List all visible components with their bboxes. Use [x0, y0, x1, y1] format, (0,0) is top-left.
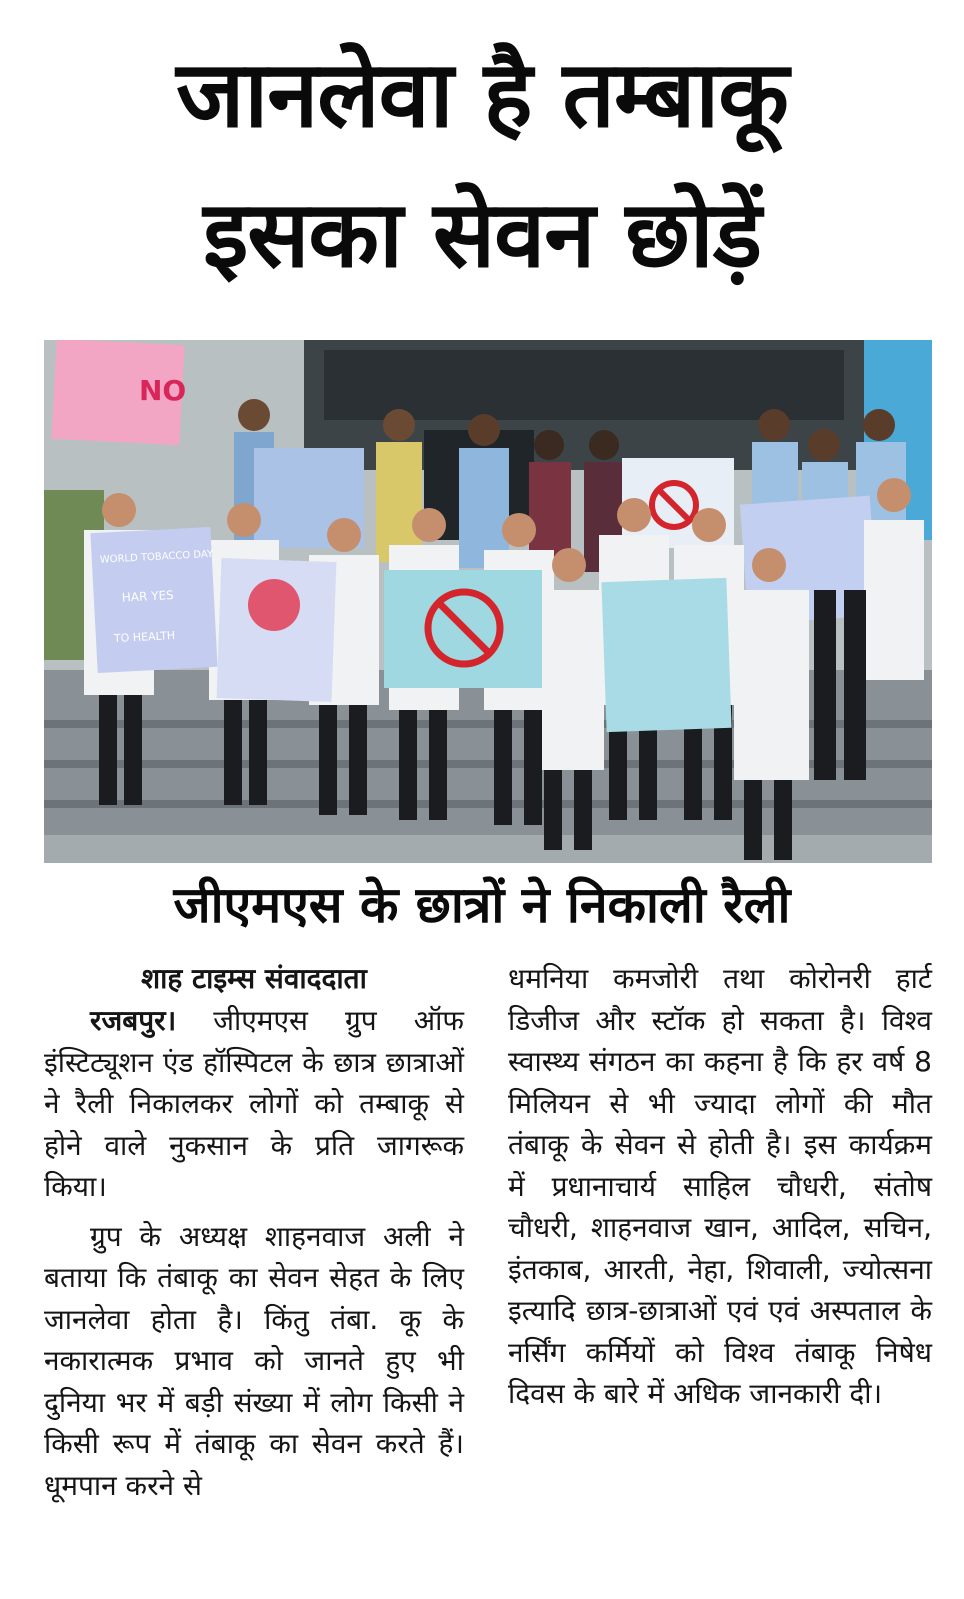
headline-line-2: इसका सेवन छोड़ें [203, 181, 761, 288]
poster-no-text: NO [139, 374, 187, 407]
poster-world-tobacco-day-text: WORLD TOBACCO DAY [99, 548, 214, 566]
poster-har-yes-text: HAR YES [121, 587, 175, 605]
news-photo [44, 340, 932, 863]
article-paragraph-3: धमनिया कमजोरी तथा कोरोनरी हार्ट डिजीज और स्टॉक हो सकता है। विश्व स्वास्थ्य संगठन का कहना है कि हर वर्ष 8 मिलियन से भी ज्यादा लोगों की मौत तंबाकू के सेवन से होती है। इस कार्यक्रम में प्रधानाचार्य साहिल चौधरी, संतोष चौधरी, शाहनवाज खान, आदिल, सचिन, इंतकाब, आरती, नेहा, शिवाली, ज्योत्सना इत्यादि छात्र-छात्राओं एवं एवं अस्पताल के नर्सिंग कर्मियों को विश्व तंबाकू निषेध दिवस के बारे में अधिक जानकारी दी। [508, 962, 932, 1410]
article-column-right [508, 958, 932, 1415]
article-paragraph-2: ग्रुप के अध्यक्ष शाहनवाज अली ने बताया कि तंबाकू का सेवन सेहत के लिए जानलेवा होता है। किंतु तंबा. कू के नकारात्मक प्रभाव को जानते हुए भी दुनिया भर में बड़ी संख्या में लोग किसी ने किसी रूप में तंबाकू का सेवन करते हैं। धूमपान करने से [44, 1219, 464, 1502]
poster-to-health-text: TO HEALTH [113, 628, 176, 646]
dateline: रजबपुर। [90, 1004, 177, 1037]
article-paragraph-1 [44, 1000, 464, 1208]
article-column-left [44, 958, 464, 1514]
paragraph-1-text: जीएमएस ग्रुप ऑफ इंस्टिट्यूशन एंड हॉस्पिटल के छात्र छात्राओं ने रैली निकालकर लोगों को तम्बाकू से होने वाले नुकसान के प्रति जागरूक किया। [44, 1004, 464, 1203]
subheadline: जीएमएस के छात्रों ने निकाली रैली [173, 876, 791, 934]
byline: शाह टाइम्स संवाददाता [141, 962, 367, 995]
headline-line-1: जानलेवा है तम्बाकू [176, 41, 788, 148]
